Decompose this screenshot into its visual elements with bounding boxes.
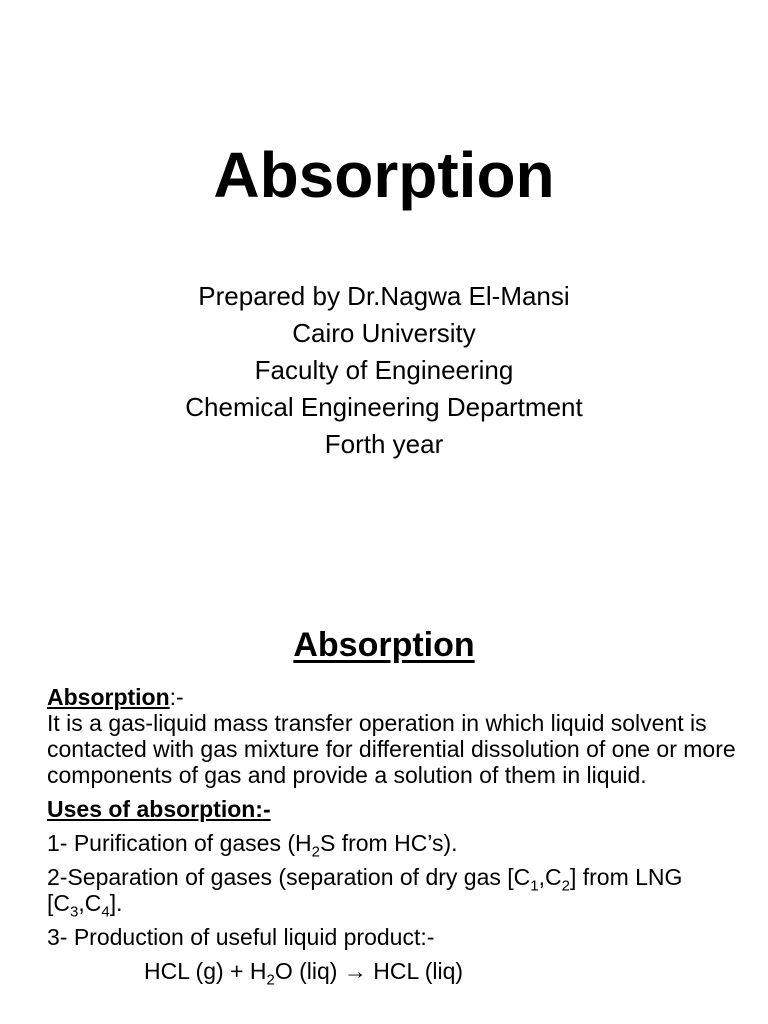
use-item-3: 3- Production of useful liquid product:- — [47, 924, 435, 950]
definition-heading: Absorption — [47, 684, 170, 710]
use2-text-b: ,C — [538, 864, 562, 890]
department-line: Chemical Engineering Department — [185, 392, 583, 422]
faculty-line: Faculty of Engineering — [254, 355, 514, 385]
use-item-1 — [47, 830, 737, 861]
use2-text-e: ]. — [109, 890, 123, 916]
slide2-body — [47, 684, 737, 989]
use1-text-b: S from HC’s). — [319, 830, 458, 856]
slide2-title: Absorption — [293, 626, 475, 664]
author-line: Prepared by Dr.Nagwa El-Mansi — [198, 281, 570, 311]
use2-sub2: 2 — [561, 877, 570, 895]
reaction-text-b: O (liq) → HCL (liq) — [274, 958, 464, 984]
definition-suffix: :- — [169, 684, 184, 710]
use2-sub3: 3 — [70, 903, 79, 921]
reaction-sub: 2 — [266, 971, 275, 989]
use2-sub4: 4 — [101, 903, 110, 921]
use1-text-a: 1- Purification of gases (H — [47, 830, 312, 856]
year-line: Forth year — [324, 429, 444, 459]
use2-text-d: ,C — [78, 890, 102, 916]
university-line: Cairo University — [292, 318, 476, 348]
use1-sub: 2 — [311, 843, 320, 861]
use2-text-c: ] from LNG [C — [47, 864, 683, 916]
use2-text-a: 2-Separation of gases (separation of dry gas [C — [47, 864, 531, 890]
reaction-text-a: HCL (g) + H — [144, 958, 267, 984]
definition-text: It is a gas-liquid mass transfer operation in which liquid solvent is contacted with gas mixture for differential dissolution of one or more components of gas and provide a solution of them in liquid. — [47, 710, 736, 788]
definition-heading-line — [47, 684, 737, 710]
use2-sub1: 1 — [530, 877, 539, 895]
slide1-subtitle — [0, 278, 768, 463]
uses-heading: Uses of absorption:- — [47, 796, 271, 822]
reaction-equation — [47, 958, 737, 989]
slide1-title: Absorption — [213, 139, 555, 211]
use-item-2 — [47, 864, 737, 921]
